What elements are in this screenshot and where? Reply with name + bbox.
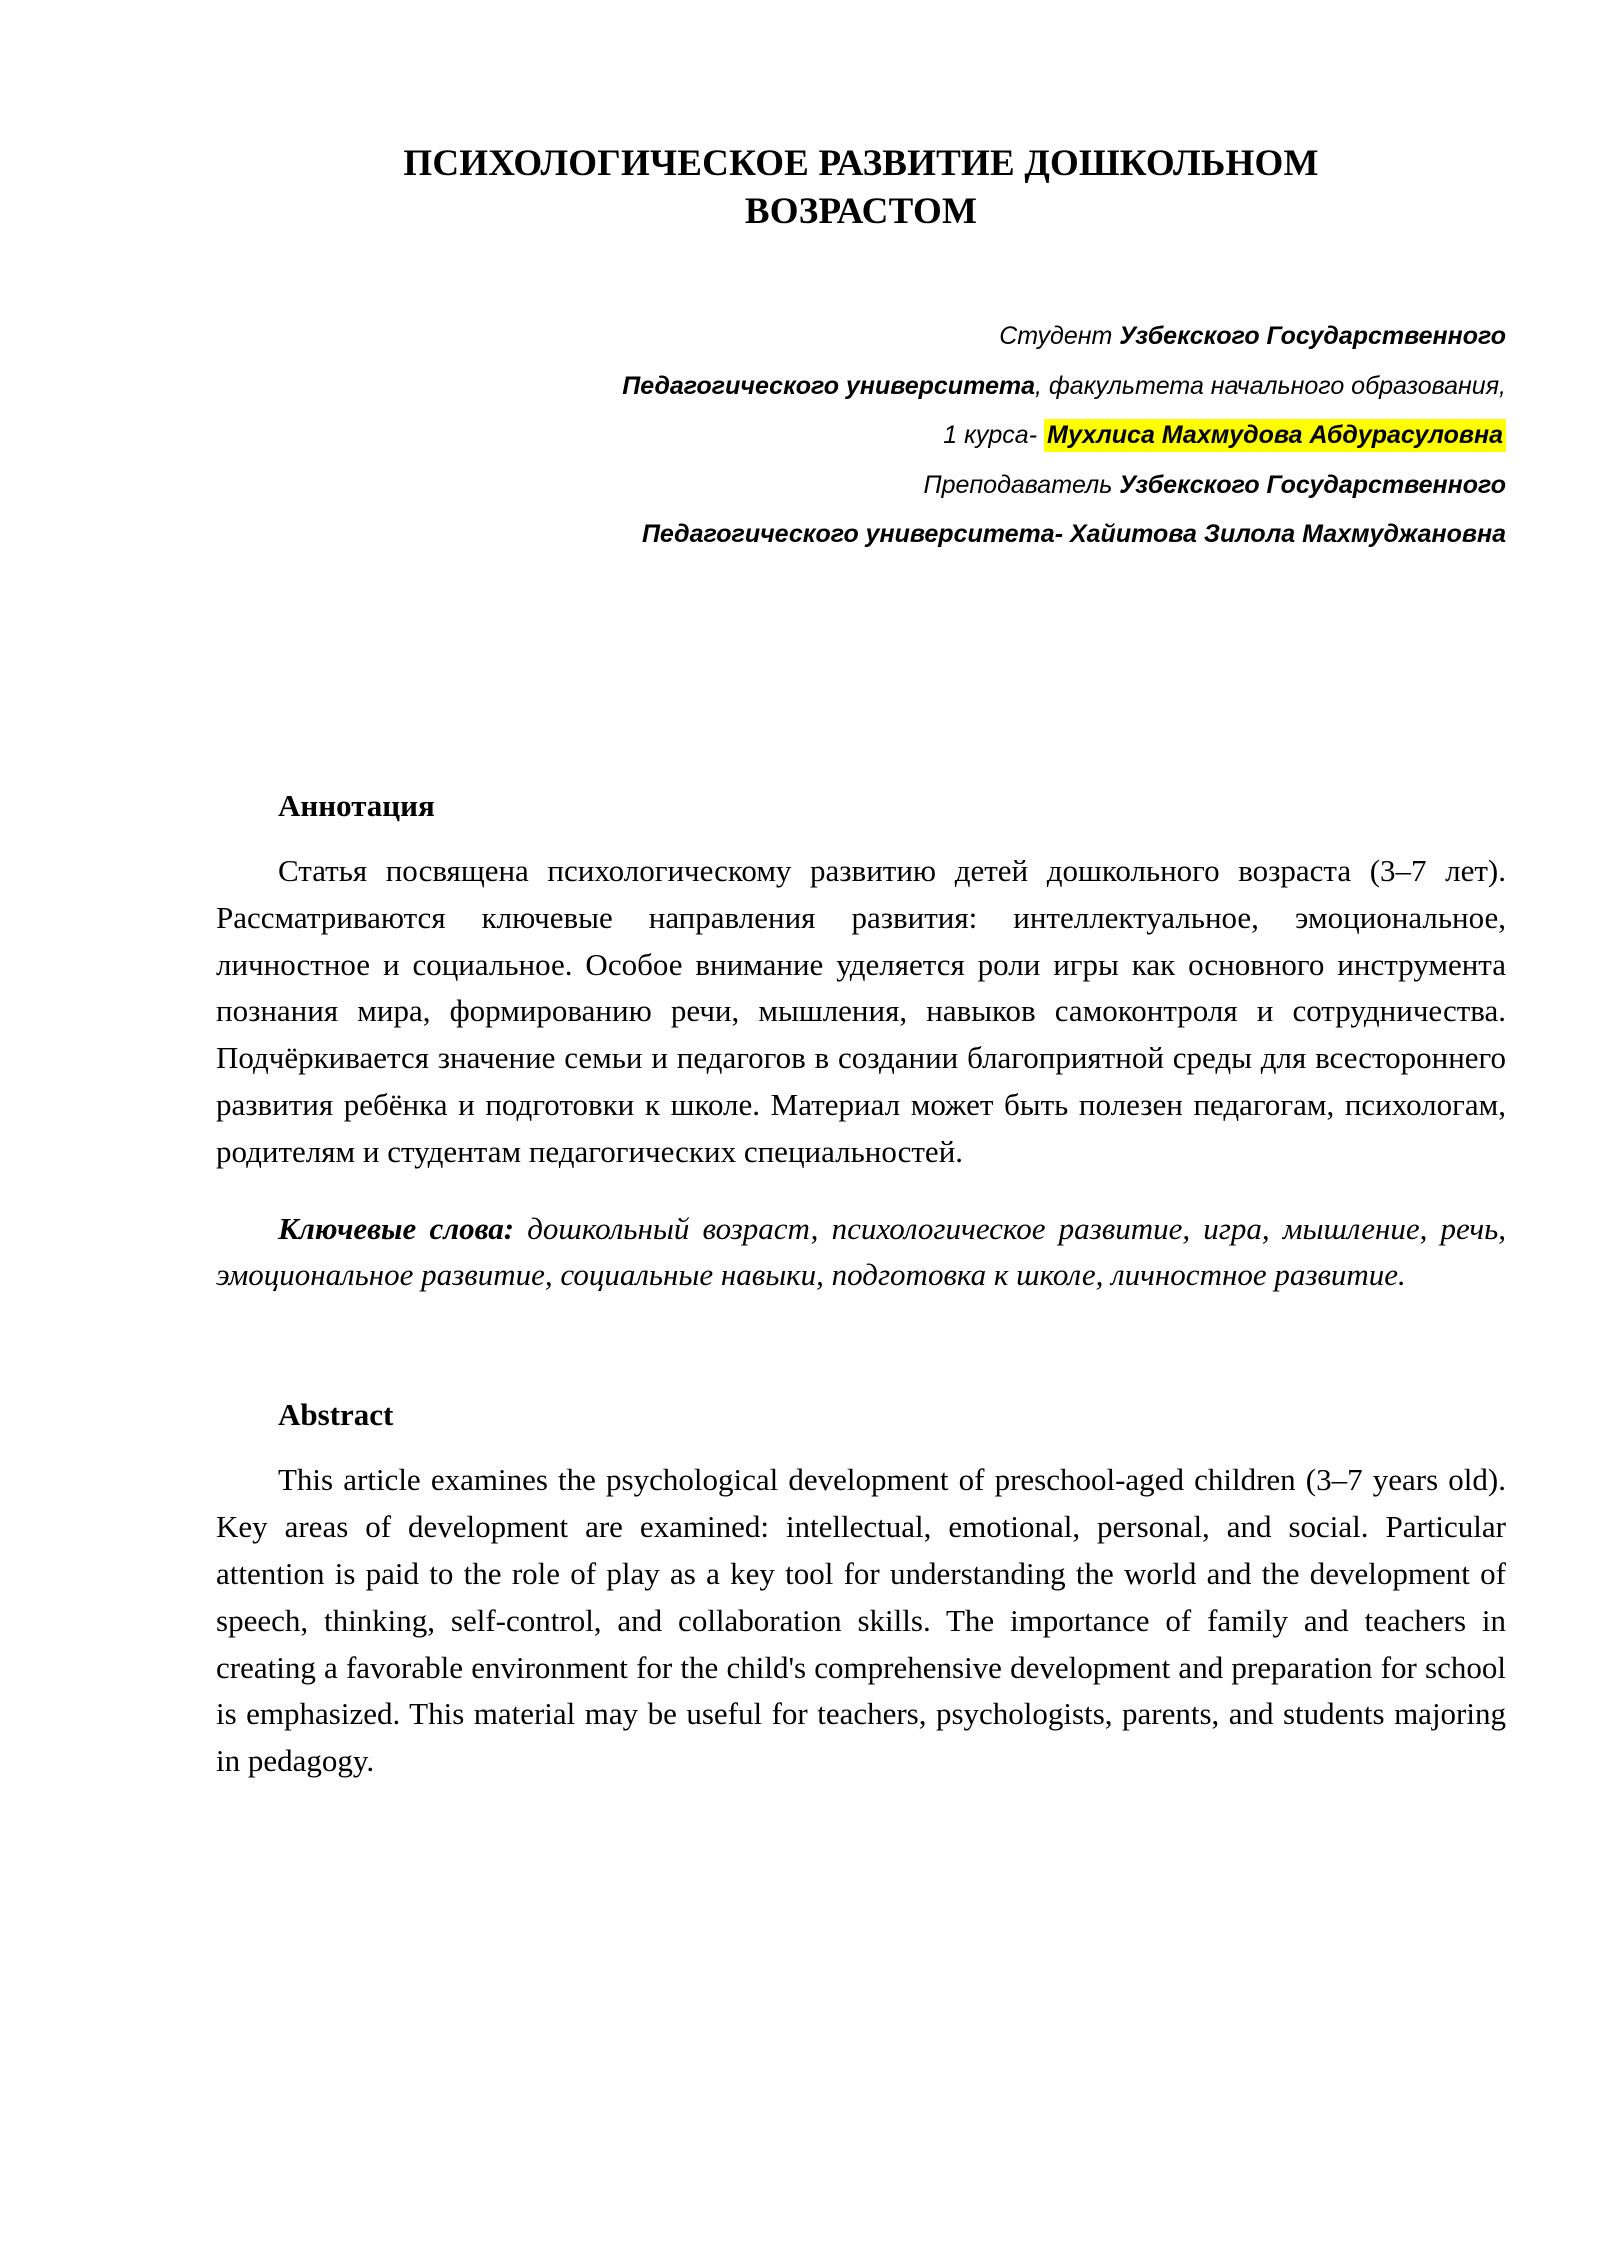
course-label: 1 курса-: [943, 421, 1044, 450]
title-line-1: ПСИХОЛОГИЧЕСКОЕ РАЗВИТИЕ ДОШКОЛЬНОМ: [403, 143, 1319, 184]
faculty-label: , факультета начального образования,: [1035, 371, 1506, 400]
university-name-part-1: Узбекского Государственного: [1119, 322, 1506, 351]
highlighted-author-name: Мухлиса Махмудова Абдурасуловна: [1044, 419, 1506, 452]
title-line-2: ВОЗРАСТОМ: [744, 191, 978, 233]
keywords-label: Ключевые слова:: [278, 1210, 515, 1246]
supervisor-label: Преподаватель: [923, 470, 1120, 499]
abstract-paragraph: This article examines the psychological development of preschool-aged children (3–7 years old). Key areas of development are examined: intellectual, emotional, personal, and social. Particular attention is paid to the role of play as a key tool for understanding the world and the development of speech, thinking, self-control, and collaboration skills. The importance of family and teachers in creating a favorable environment for the child's comprehensive development and preparation for school is emphasized. This material may be useful for teachers, psychologists, parents, and students majoring in pedagogy.: [216, 1462, 1506, 1779]
author-line-supervisor-name: [216, 510, 1506, 560]
keywords-paragraph: [216, 1206, 1506, 1300]
page-title: [216, 0, 1506, 236]
student-label: Студент: [999, 322, 1120, 351]
author-line-name: [216, 411, 1506, 461]
author-line-student: [216, 312, 1506, 362]
keywords-value: дошкольный возраст, психологическое развитие, игра, мышление, речь, эмоциональное развитие, социальные навыки, подготовка к школе, личностное развитие.: [216, 1210, 1506, 1293]
university-name-part-2: Педагогического университета: [622, 371, 1036, 400]
section-heading-abstract: Abstract: [278, 1397, 394, 1433]
page-content: [216, 0, 1506, 1785]
section-heading-annotation: Аннотация: [278, 787, 435, 823]
university-name-part-3: Узбекского Государственного: [1119, 470, 1506, 499]
annotation-paragraph: Статья посвящена психологическому развитию детей дошкольного возраста (3–7 лет). Рассматриваются ключевые направления развития: интеллектуальное, эмоциональное, личностное и социальное. Особое внимание уделяется роли игры как основного инструмента познания мира, формированию речи, мышления, навыков самоконтроля и сотрудничества. Подчёркивается значение семьи и педагогов в создании благоприятной среды для всестороннего развития ребёнка и подготовки к школе. Материал может быть полезен педагогам, психологам, родителям и студентам педагогических специальностей.: [216, 852, 1506, 1169]
supervisor-name: Педагогического университета- Хайитова Зилола Махмуджановна: [641, 520, 1506, 549]
author-line-supervisor: [216, 461, 1506, 511]
author-line-faculty: [216, 362, 1506, 412]
author-affiliation-block: [216, 312, 1506, 560]
